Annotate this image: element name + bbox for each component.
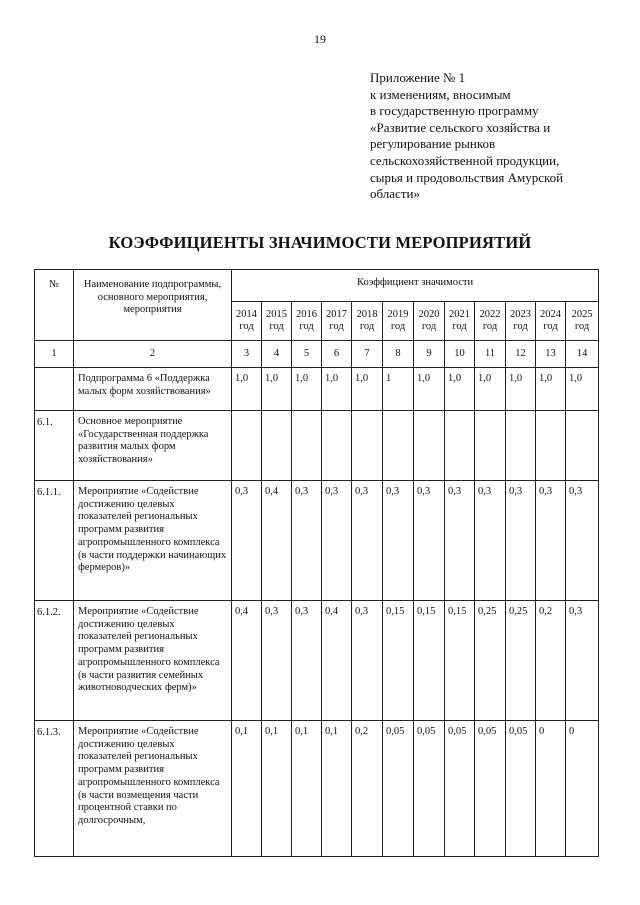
coefficient-value: 0,3 bbox=[352, 601, 383, 721]
year-unit: год bbox=[421, 321, 437, 332]
appendix-line: регулирование рынков bbox=[370, 136, 496, 152]
coefficient-value: 0,3 bbox=[566, 601, 599, 721]
year-unit: год bbox=[390, 321, 406, 332]
year-value: 2025 bbox=[571, 309, 593, 320]
coefficient-value: 1,0 bbox=[322, 368, 352, 411]
year-unit: год bbox=[513, 321, 528, 332]
coefficient-value: 0,15 bbox=[383, 601, 414, 721]
year-unit: год bbox=[574, 321, 590, 332]
appendix-line: сырья и продовольствия Амурской bbox=[370, 169, 564, 185]
header-year bbox=[445, 302, 475, 341]
coefficient-value: 1,0 bbox=[292, 368, 322, 411]
column-index-cell: 10 bbox=[445, 341, 475, 368]
coefficient-value: 0,2 bbox=[352, 721, 383, 857]
coefficient-value: 1,0 bbox=[536, 368, 566, 411]
header-year bbox=[566, 302, 599, 341]
coefficient-value: 0,15 bbox=[445, 601, 475, 721]
year-value: 2019 bbox=[387, 309, 409, 320]
coefficient-value bbox=[322, 411, 352, 481]
year-unit: год bbox=[359, 321, 375, 332]
column-index-cell: 5 bbox=[292, 341, 322, 368]
appendix-note bbox=[370, 70, 620, 203]
coefficient-value: 0,3 bbox=[475, 481, 506, 601]
column-index-cell: 3 bbox=[232, 341, 262, 368]
header-year bbox=[352, 302, 383, 341]
coefficient-value: 0 bbox=[536, 721, 566, 857]
column-index-cell: 11 bbox=[475, 341, 506, 368]
coefficient-value: 1,0 bbox=[445, 368, 475, 411]
coefficient-value bbox=[536, 411, 566, 481]
header-name: Наименование подпрограммы, основного мероприятия, мероприятия bbox=[74, 270, 232, 341]
column-index-cell: 7 bbox=[352, 341, 383, 368]
row-number: 6.1.1. bbox=[35, 481, 74, 601]
table-row bbox=[35, 481, 599, 601]
coefficient-value: 0,05 bbox=[506, 721, 536, 857]
coefficient-value: 0,3 bbox=[536, 481, 566, 601]
coefficients-table bbox=[34, 269, 599, 857]
year-value: 2017 bbox=[326, 309, 347, 320]
column-index-row bbox=[35, 341, 599, 368]
header-year bbox=[322, 302, 352, 341]
coefficient-value: 0,3 bbox=[383, 481, 414, 601]
coefficient-value: 0,3 bbox=[322, 481, 352, 601]
coefficient-value: 1,0 bbox=[352, 368, 383, 411]
appendix-line: Приложение № 1 bbox=[370, 70, 466, 85]
coefficient-value: 0,3 bbox=[292, 481, 322, 601]
header-year bbox=[383, 302, 414, 341]
year-unit: год bbox=[452, 321, 467, 332]
coefficient-value: 1,0 bbox=[566, 368, 599, 411]
coefficient-value bbox=[232, 411, 262, 481]
page-number: 19 bbox=[314, 32, 326, 46]
appendix-line: сельскохозяйственной продукции, bbox=[370, 152, 560, 168]
appendix-line: в государственную программу bbox=[370, 103, 539, 119]
year-value: 2018 bbox=[356, 309, 378, 320]
coefficient-value bbox=[566, 411, 599, 481]
column-index-cell: 4 bbox=[262, 341, 292, 368]
column-index-cell: 6 bbox=[322, 341, 352, 368]
row-number bbox=[35, 368, 74, 411]
year-unit: год bbox=[329, 321, 344, 332]
header-number: № bbox=[35, 270, 74, 341]
coefficient-value: 1,0 bbox=[506, 368, 536, 411]
coefficient-value: 0,3 bbox=[506, 481, 536, 601]
coefficient-value bbox=[475, 411, 506, 481]
header-year bbox=[536, 302, 566, 341]
coefficient-value bbox=[414, 411, 445, 481]
coefficient-value: 0,1 bbox=[232, 721, 262, 857]
coefficient-value bbox=[262, 411, 292, 481]
coefficient-value: 0,3 bbox=[414, 481, 445, 601]
header-year bbox=[262, 302, 292, 341]
coefficient-value: 0,25 bbox=[506, 601, 536, 721]
appendix-line: «Развитие сельского хозяйства и bbox=[370, 119, 551, 135]
row-number: 6.1.2. bbox=[35, 601, 74, 721]
header-coefficient: Коэффициент значимости bbox=[232, 270, 599, 302]
coefficient-value bbox=[445, 411, 475, 481]
coefficient-value: 0,3 bbox=[352, 481, 383, 601]
appendix-line: к изменениям, вносимым bbox=[370, 86, 511, 102]
header-year bbox=[292, 302, 322, 341]
year-value: 2020 bbox=[418, 309, 440, 320]
coefficient-value: 0,2 bbox=[536, 601, 566, 721]
table-row bbox=[35, 411, 599, 481]
row-name: Мероприятие «Содействие достижению целевых показателей региональных программ развития агропромышленного комплекса (в части поддержки начинающих фермеров)» bbox=[74, 481, 232, 601]
header-year bbox=[475, 302, 506, 341]
header-year bbox=[414, 302, 445, 341]
coefficient-value: 0,1 bbox=[292, 721, 322, 857]
coefficient-value: 0,1 bbox=[262, 721, 292, 857]
coefficient-value: 0,15 bbox=[414, 601, 445, 721]
coefficient-value: 1,0 bbox=[414, 368, 445, 411]
header-year bbox=[506, 302, 536, 341]
year-value: 2014 bbox=[236, 309, 257, 320]
table-row bbox=[35, 368, 599, 411]
year-unit: год bbox=[269, 321, 284, 332]
coefficient-value: 0,3 bbox=[445, 481, 475, 601]
row-name: Мероприятие «Содействие достижению целевых показателей региональных программ развития агропромышленного комплекса (в части развития семейных животноводческих ферм)» bbox=[74, 601, 232, 721]
coefficient-value: 0,4 bbox=[322, 601, 352, 721]
column-index-cell: 1 bbox=[35, 341, 74, 368]
coefficient-value: 0,05 bbox=[383, 721, 414, 857]
column-index-cell: 14 bbox=[566, 341, 599, 368]
column-index-cell: 8 bbox=[383, 341, 414, 368]
header-year bbox=[232, 302, 262, 341]
row-name: Мероприятие «Содействие достижению целевых показателей региональных программ развития агропромышленного комплекса (в части возмещения части процентной ставки по долгосрочным, bbox=[74, 721, 232, 857]
row-number: 6.1.3. bbox=[35, 721, 74, 857]
year-value: 2022 bbox=[479, 309, 501, 320]
row-name: Подпрограмма 6 «Поддержка малых форм хозяйствования» bbox=[74, 368, 232, 411]
coefficient-value: 0,4 bbox=[232, 601, 262, 721]
year-unit: год bbox=[299, 321, 314, 332]
appendix-line: области» bbox=[370, 186, 420, 202]
coefficient-value: 0,05 bbox=[445, 721, 475, 857]
year-value: 2015 bbox=[266, 309, 287, 320]
coefficient-value: 1 bbox=[383, 368, 414, 411]
coefficient-value: 0 bbox=[566, 721, 599, 857]
coefficient-value: 0,05 bbox=[414, 721, 445, 857]
year-value: 2021 bbox=[449, 309, 470, 320]
coefficient-value bbox=[506, 411, 536, 481]
table-row bbox=[35, 721, 599, 857]
coefficient-value: 1,0 bbox=[262, 368, 292, 411]
year-value: 2023 bbox=[510, 309, 531, 320]
coefficient-value: 0,3 bbox=[262, 601, 292, 721]
year-unit: год bbox=[543, 321, 558, 332]
coefficient-value: 0,1 bbox=[322, 721, 352, 857]
coefficient-value: 0,3 bbox=[566, 481, 599, 601]
coefficient-value: 1,0 bbox=[475, 368, 506, 411]
year-unit: год bbox=[239, 321, 254, 332]
coefficient-value bbox=[352, 411, 383, 481]
coefficient-value: 1,0 bbox=[232, 368, 262, 411]
column-index-cell: 2 bbox=[74, 341, 232, 368]
coefficient-value: 0,4 bbox=[262, 481, 292, 601]
coefficient-value: 0,3 bbox=[232, 481, 262, 601]
table-row bbox=[35, 601, 599, 721]
year-unit: год bbox=[482, 321, 498, 332]
year-value: 2024 bbox=[540, 309, 561, 320]
coefficient-value bbox=[383, 411, 414, 481]
page-title: КОЭФФИЦИЕНТЫ ЗНАЧИМОСТИ МЕРОПРИЯТИЙ bbox=[108, 233, 532, 252]
row-name: Основное мероприятие «Государственная поддержка развития малых форм хозяйствования» bbox=[74, 411, 232, 481]
coefficient-value: 0,3 bbox=[292, 601, 322, 721]
coefficient-value: 0,25 bbox=[475, 601, 506, 721]
coefficient-value: 0,05 bbox=[475, 721, 506, 857]
coefficient-value bbox=[292, 411, 322, 481]
column-index-cell: 13 bbox=[536, 341, 566, 368]
column-index-cell: 12 bbox=[506, 341, 536, 368]
column-index-cell: 9 bbox=[414, 341, 445, 368]
row-number: 6.1. bbox=[35, 411, 74, 481]
year-value: 2016 bbox=[296, 309, 317, 320]
